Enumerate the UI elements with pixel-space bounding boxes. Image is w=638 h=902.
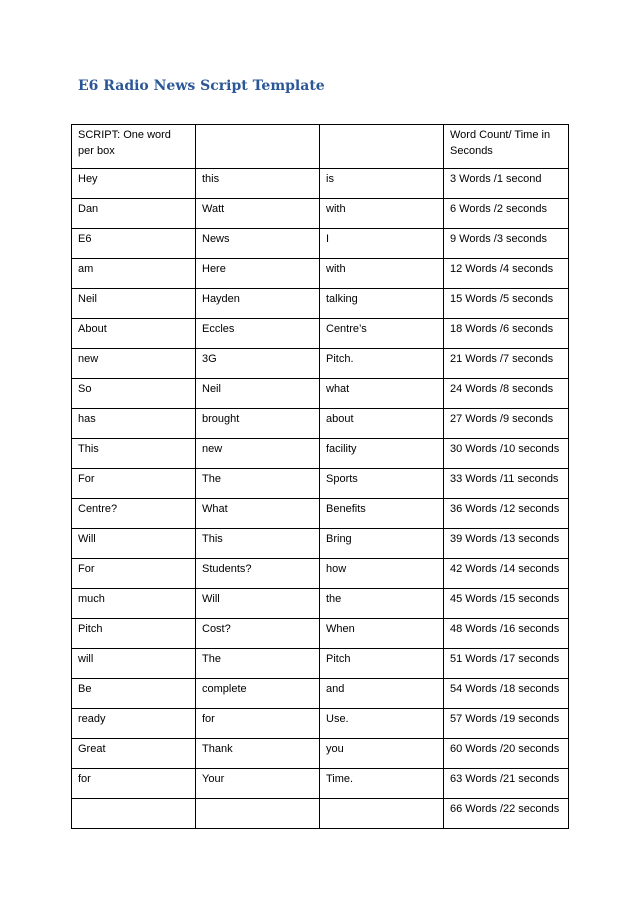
header-cell-word-count: Word Count/ Time in Seconds <box>444 125 569 169</box>
word-count-cell: 48 Words /16 seconds <box>444 619 569 649</box>
word-count-cell: 45 Words /15 seconds <box>444 589 569 619</box>
script-word-cell: what <box>320 379 444 409</box>
script-word-cell: and <box>320 679 444 709</box>
table-row <box>72 229 569 259</box>
script-word-cell: What <box>196 499 320 529</box>
table-row <box>72 559 569 589</box>
word-count-cell: 18 Words /6 seconds <box>444 319 569 349</box>
table-row <box>72 619 569 649</box>
table-row <box>72 379 569 409</box>
word-count-cell: 36 Words /12 seconds <box>444 499 569 529</box>
script-word-cell: Benefits <box>320 499 444 529</box>
script-word-cell: Centre’s <box>320 319 444 349</box>
page-title: E6 Radio News Script Template <box>78 78 325 94</box>
table-row <box>72 679 569 709</box>
script-word-cell: This <box>72 439 196 469</box>
script-word-cell: this <box>196 169 320 199</box>
word-count-cell: 33 Words /11 seconds <box>444 469 569 499</box>
script-word-cell: about <box>320 409 444 439</box>
script-word-cell: Students? <box>196 559 320 589</box>
table-row <box>72 289 569 319</box>
script-word-cell: Time. <box>320 769 444 799</box>
script-word-cell: brought <box>196 409 320 439</box>
word-count-cell: 66 Words /22 seconds <box>444 799 569 829</box>
script-word-cell: Bring <box>320 529 444 559</box>
header-cell-blank <box>320 125 444 169</box>
table-header-row <box>72 125 569 169</box>
script-word-cell: So <box>72 379 196 409</box>
script-word-cell: The <box>196 649 320 679</box>
table-row <box>72 529 569 559</box>
script-word-cell: new <box>196 439 320 469</box>
script-word-cell: Centre? <box>72 499 196 529</box>
script-word-cell: how <box>320 559 444 589</box>
script-word-cell: Be <box>72 679 196 709</box>
script-word-cell: with <box>320 259 444 289</box>
script-word-cell: Dan <box>72 199 196 229</box>
word-count-cell: 9 Words /3 seconds <box>444 229 569 259</box>
script-word-cell: Great <box>72 739 196 769</box>
script-word-cell: Will <box>196 589 320 619</box>
script-word-cell: Neil <box>196 379 320 409</box>
word-count-cell: 30 Words /10 seconds <box>444 439 569 469</box>
word-count-cell: 39 Words /13 seconds <box>444 529 569 559</box>
script-word-cell: Sports <box>320 469 444 499</box>
word-count-cell: 24 Words /8 seconds <box>444 379 569 409</box>
script-word-cell: has <box>72 409 196 439</box>
script-word-cell: facility <box>320 439 444 469</box>
script-word-cell: About <box>72 319 196 349</box>
table-row <box>72 499 569 529</box>
script-word-cell: I <box>320 229 444 259</box>
header-cell-script: SCRIPT: One word per box <box>72 125 196 169</box>
table-row <box>72 439 569 469</box>
word-count-cell: 27 Words /9 seconds <box>444 409 569 439</box>
script-word-cell: the <box>320 589 444 619</box>
word-count-cell: 12 Words /4 seconds <box>444 259 569 289</box>
table-row <box>72 259 569 289</box>
script-word-cell: new <box>72 349 196 379</box>
script-word-cell: E6 <box>72 229 196 259</box>
table-row <box>72 589 569 619</box>
script-word-cell: Cost? <box>196 619 320 649</box>
script-word-cell: for <box>196 709 320 739</box>
word-count-cell: 54 Words /18 seconds <box>444 679 569 709</box>
script-word-cell: Pitch <box>320 649 444 679</box>
script-word-cell: When <box>320 619 444 649</box>
script-word-cell <box>196 799 320 829</box>
word-count-cell: 6 Words /2 seconds <box>444 199 569 229</box>
script-word-cell: complete <box>196 679 320 709</box>
script-word-cell: Eccles <box>196 319 320 349</box>
script-word-cell <box>320 799 444 829</box>
script-word-cell: 3G <box>196 349 320 379</box>
script-word-cell: will <box>72 649 196 679</box>
table-row <box>72 319 569 349</box>
word-count-cell: 57 Words /19 seconds <box>444 709 569 739</box>
word-count-cell: 3 Words /1 second <box>444 169 569 199</box>
script-word-cell: The <box>196 469 320 499</box>
script-word-cell: with <box>320 199 444 229</box>
script-word-cell: Watt <box>196 199 320 229</box>
table-row <box>72 169 569 199</box>
table-row <box>72 349 569 379</box>
header-cell-blank <box>196 125 320 169</box>
script-word-cell: This <box>196 529 320 559</box>
script-word-cell: Pitch. <box>320 349 444 379</box>
news-script-table <box>71 124 569 829</box>
script-word-cell: Your <box>196 769 320 799</box>
table-row <box>72 649 569 679</box>
word-count-cell: 21 Words /7 seconds <box>444 349 569 379</box>
table-row <box>72 409 569 439</box>
table-row <box>72 799 569 829</box>
script-word-cell: News <box>196 229 320 259</box>
table-row <box>72 709 569 739</box>
script-word-cell: Will <box>72 529 196 559</box>
script-word-cell: Thank <box>196 739 320 769</box>
script-word-cell: for <box>72 769 196 799</box>
script-word-cell: you <box>320 739 444 769</box>
word-count-cell: 15 Words /5 seconds <box>444 289 569 319</box>
script-word-cell: Pitch <box>72 619 196 649</box>
script-word-cell: talking <box>320 289 444 319</box>
script-word-cell: much <box>72 589 196 619</box>
script-word-cell <box>72 799 196 829</box>
word-count-cell: 42 Words /14 seconds <box>444 559 569 589</box>
script-word-cell: For <box>72 469 196 499</box>
script-word-cell: Here <box>196 259 320 289</box>
script-word-cell: Use. <box>320 709 444 739</box>
script-word-cell: Neil <box>72 289 196 319</box>
table-row <box>72 739 569 769</box>
word-count-cell: 63 Words /21 seconds <box>444 769 569 799</box>
table-row <box>72 469 569 499</box>
table-row <box>72 199 569 229</box>
script-word-cell: For <box>72 559 196 589</box>
script-word-cell: Hey <box>72 169 196 199</box>
script-word-cell: Hayden <box>196 289 320 319</box>
script-word-cell: ready <box>72 709 196 739</box>
word-count-cell: 60 Words /20 seconds <box>444 739 569 769</box>
word-count-cell: 51 Words /17 seconds <box>444 649 569 679</box>
table-row <box>72 769 569 799</box>
script-word-cell: is <box>320 169 444 199</box>
script-word-cell: am <box>72 259 196 289</box>
